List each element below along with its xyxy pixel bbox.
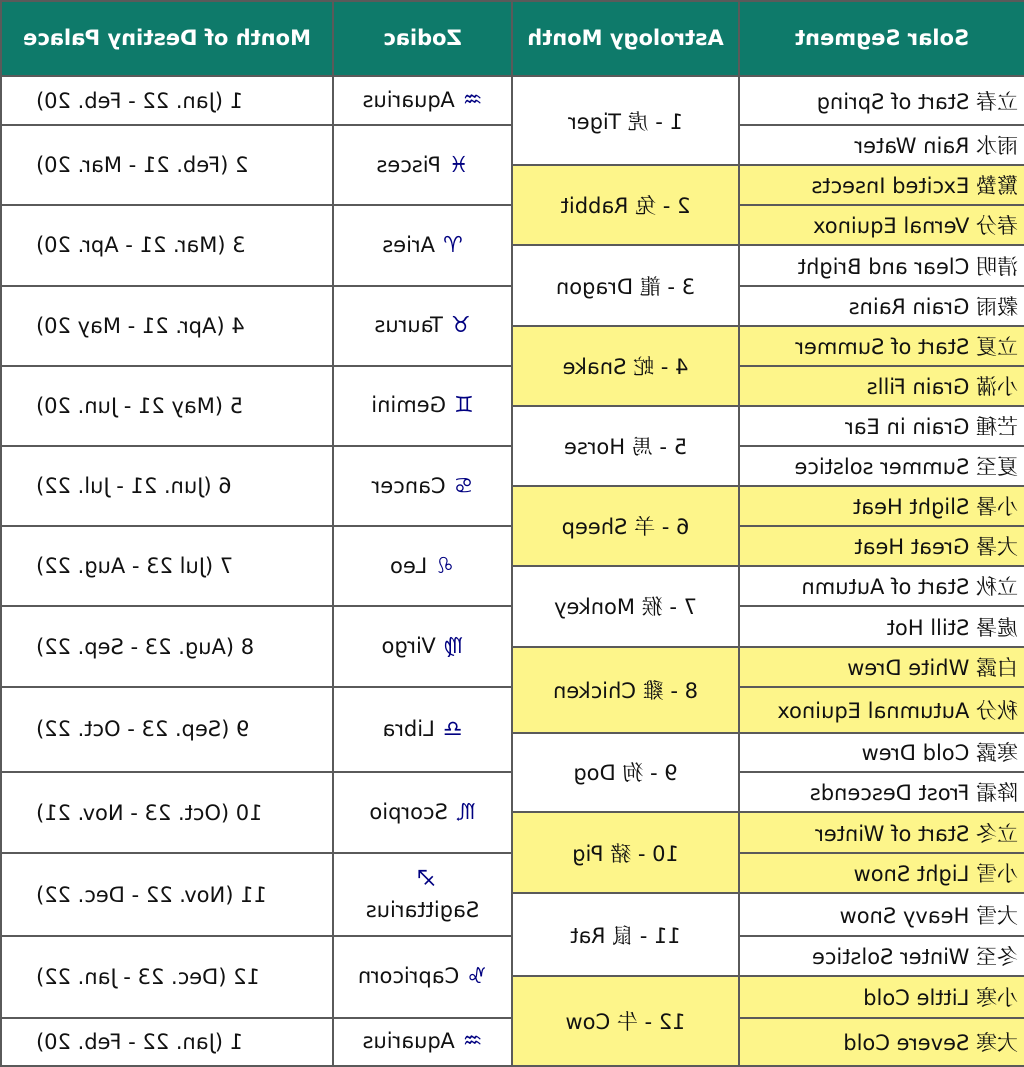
astrology-month-cell: 7 - 猴 Monkey [512,566,739,646]
solar-term-cell: 芒種 Grain in Ear [739,406,1024,446]
solar-term-cell: 大雪 Heavy Snow [739,893,1024,936]
zodiac-cell [333,853,512,936]
solar-term-cell: 立春 Start of Spring [739,76,1024,125]
zodiac-cell [333,1018,512,1066]
astrology-month-cell: 12 - 牛 Cow [512,976,739,1066]
astrology-month-cell: 3 - 龍 Dragon [512,245,739,325]
destiny-month-cell: 7 (Jul 23 - Aug. 22) [1,526,333,606]
solar-term-cell: 白露 White Drew [739,647,1024,687]
leo-icon: ♌ [435,553,455,579]
solar-term-cell: 秋分 Autumnal Equinox [739,687,1024,733]
destiny-month-cell: 9 (Sep. 23 - Oct. 22) [1,687,333,772]
scorpio-icon: ♏ [455,800,476,826]
solar-term-cell: 立秋 Start of Autumn [739,566,1024,606]
header-solar-segment: Solar Segment [739,1,1024,76]
aquarius-icon: ♒ [462,88,483,114]
destiny-month-cell: 3 (Mar. 21 - Apr. 20) [1,205,333,285]
astrology-month-cell: 1 - 虎 Tiger [512,76,739,165]
zodiac-name: Cancer [371,473,446,498]
zodiac-cell [333,76,512,125]
destiny-month-cell: 4 (Apr. 21 - May 20) [1,286,333,366]
table-row [1,76,1024,125]
destiny-month-cell: 8 (Aug. 23 - Sep. 22) [1,606,333,686]
header-zodiac: Zodiac [333,1,512,76]
sagittarius-icon: ♐ [416,867,437,893]
astrology-month-cell: 10 - 豬 Pig [512,812,739,893]
zodiac-name: Gemini [371,393,446,418]
pisces-icon: ♓ [448,152,469,178]
destiny-month-cell: 1 (Jan. 22 - Feb. 20) [1,1018,333,1066]
aquarius-icon: ♒ [462,1029,483,1055]
taurus-icon: ♉ [450,313,471,339]
solar-term-cell: 寒露 Cold Drew [739,733,1024,772]
zodiac-cell [333,936,512,1017]
zodiac-cell [333,286,512,366]
zodiac-name: Leo [390,553,428,578]
solar-term-cell: 大暑 Great Heat [739,526,1024,566]
solar-term-cell: 穀雨 Grain Rains [739,286,1024,326]
solar-term-cell: 處暑 Still Hot [739,606,1024,646]
solar-term-cell: 立冬 Start of Winter [739,812,1024,853]
destiny-month-cell: 5 (May 21 - Jun. 20) [1,366,333,446]
zodiac-name: Scorpio [369,800,448,825]
zodiac-name: Libra [382,716,435,741]
astrology-month-cell: 8 - 雞 Chicken [512,647,739,733]
astrology-month-cell: 6 - 羊 Sheep [512,486,739,566]
destiny-month-cell: 12 (Dec. 23 - Jan. 22) [1,936,333,1017]
zodiac-cell [333,772,512,853]
zodiac-cell [333,526,512,606]
cancer-icon: ♋ [453,473,474,499]
aries-icon: ♈ [442,232,463,258]
astrology-month-cell: 9 - 狗 Dog [512,733,739,812]
solar-term-cell: 冬至 Winter Solstice [739,936,1024,976]
astrology-month-cell: 2 - 兔 Rabbit [512,165,739,245]
zodiac-cell [333,205,512,285]
zodiac-name: Aries [382,232,435,257]
solar-term-cell: 降霜 Frost Descends [739,772,1024,812]
virgo-icon: ♍ [443,634,464,660]
zodiac-name: Aquarius [362,1029,455,1054]
solar-term-cell: 春分 Vernal Equinox [739,205,1024,245]
header-row [1,1,1024,76]
destiny-month-cell: 11 (Nov. 22 - Dec. 22) [1,853,333,936]
solar-term-cell: 驚蟄 Excited Insects [739,165,1024,205]
astrology-month-cell: 5 - 馬 Horse [512,406,739,486]
solar-term-cell: 清明 Clear and Bright [739,245,1024,285]
solar-term-cell: 小雪 Light Snow [739,853,1024,893]
zodiac-name: Pisces [376,152,441,177]
astrology-month-cell: 4 - 蛇 Snake [512,326,739,406]
zodiac-name: Virgo [381,634,436,659]
solar-term-cell: 雨水 Rain Water [739,125,1024,165]
zodiac-name: Taurus [374,313,443,338]
solar-term-cell: 小暑 Slight Heat [739,486,1024,526]
zodiac-cell [333,687,512,772]
astrology-month-cell: 11 - 鼠 Rat [512,893,739,976]
zodiac-cell [333,366,512,446]
header-destiny-month: Month of Destiny Palace [1,1,333,76]
zodiac-cell [333,446,512,526]
gemini-icon: ♊ [453,393,474,419]
destiny-month-cell: 1 (Jan. 22 - Feb. 20) [1,76,333,125]
zodiac-name: Aquarius [362,88,455,113]
destiny-month-cell: 2 (Feb. 21 - Mar. 20) [1,125,333,205]
zodiac-cell [333,125,512,205]
destiny-month-cell: 6 (Jun. 21 - Jul. 22) [1,446,333,526]
zodiac-name: Sagittarius [365,898,480,923]
capricorn-icon: ♑ [467,964,488,990]
libra-icon: ♎ [442,716,463,742]
solar-term-cell: 夏至 Summer solstice [739,446,1024,486]
solar-term-cell: 大寒 Severe Cold [739,1018,1024,1066]
solar-term-cell: 小寒 Little Cold [739,976,1024,1017]
header-astrology-month: Astrology Month [512,1,739,76]
zodiac-name: Capricorn [357,964,460,989]
destiny-month-cell: 10 (Oct. 23 - Nov. 21) [1,772,333,853]
solar-term-cell: 立夏 Start of Summer [739,326,1024,366]
solar-term-cell: 小滿 Grain Fills [739,366,1024,406]
zodiac-cell [333,606,512,686]
